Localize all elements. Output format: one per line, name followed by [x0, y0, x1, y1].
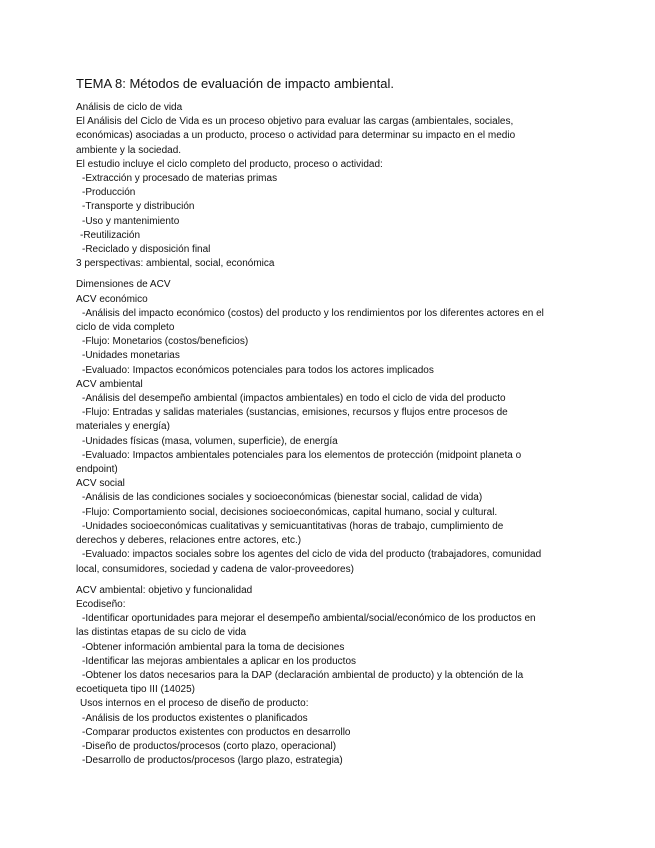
- text-line: -Obtener información ambiental para la toma de decisiones: [82, 641, 345, 653]
- text-line: -Reutilización: [80, 229, 141, 241]
- text-line: -Unidades monetarias: [82, 350, 180, 362]
- text-line: -Producción: [82, 187, 136, 199]
- text-line: -Flujo: Entradas y salidas materiales (sustancias, emisiones, recursos y flujos entre procesos de: [82, 407, 508, 419]
- text-line: local, consumidores, sociedad y cadena de valor-proveedores): [76, 563, 354, 575]
- text-line: -Flujo: Monetarios (costos/beneficios): [82, 336, 249, 348]
- text-line: ACV ambiental: objetivo y funcionalidad: [76, 584, 253, 596]
- document-body: [76, 101, 596, 768]
- text-line: -Evaluado: Impactos ambientales potenciales para los elementos de protección (midpoint planeta o: [82, 449, 522, 461]
- text-line: -Transporte y distribución: [82, 201, 195, 213]
- text-line: ACV económico: [76, 293, 148, 305]
- document-title: TEMA 8: Métodos de evaluación de impacto ambiental.: [76, 76, 394, 91]
- text-line: ACV social: [76, 478, 125, 490]
- text-line: -Reciclado y disposición final: [82, 244, 211, 256]
- text-line: Ecodiseño:: [76, 598, 126, 610]
- text-line: derechos y deberes, relaciones entre actores, etc.): [76, 535, 302, 547]
- text-line: materiales y energía): [76, 421, 170, 433]
- text-line: económicas) asociadas a un producto, proceso o actividad para determinar su impacto en el medio: [76, 130, 516, 142]
- text-line: -Obtener los datos necesarios para la DAP (declaración ambiental de producto) y la obtención de la: [82, 669, 524, 681]
- text-line: El Análisis del Ciclo de Vida es un proceso objetivo para evaluar las cargas (ambientales, sociales,: [76, 116, 514, 128]
- text-line: las distintas etapas de su ciclo de vida: [76, 627, 247, 639]
- text-line: -Evaluado: impactos sociales sobre los agentes del ciclo de vida del producto (trabajadores, comunidad: [82, 549, 542, 561]
- text-line: -Evaluado: Impactos económicos potenciales para todos los actores implicados: [82, 364, 434, 376]
- text-line: -Comparar productos existentes con productos en desarrollo: [82, 726, 351, 738]
- text-line: -Análisis del desempeño ambiental (impactos ambientales) en todo el ciclo de vida del producto: [82, 393, 506, 405]
- text-line: -Desarrollo de productos/procesos (largo plazo, estrategia): [82, 755, 343, 767]
- paragraph-gap: [76, 271, 596, 278]
- paragraph-gap: [76, 577, 596, 584]
- text-line: ambiente y la sociedad.: [76, 144, 182, 156]
- text-line: -Uso y mantenimiento: [82, 215, 180, 227]
- text-line: El estudio incluye el ciclo completo del producto, proceso o actividad:: [76, 158, 383, 170]
- text-line: Usos internos en el proceso de diseño de producto:: [80, 698, 309, 710]
- text-line: -Unidades físicas (masa, volumen, superficie), de energía: [82, 435, 338, 447]
- text-line: ecoetiqueta tipo III (14025): [76, 684, 195, 696]
- text-line: -Identificar las mejoras ambientales a aplicar en los productos: [82, 655, 357, 667]
- text-line: endpoint): [76, 464, 118, 476]
- text-line: ciclo de vida completo: [76, 322, 175, 334]
- text-line: -Análisis de las condiciones sociales y socioeconómicas (bienestar social, calidad de vida): [82, 492, 483, 504]
- text-line: -Diseño de productos/procesos (corto plazo, operacional): [82, 740, 337, 752]
- text-line: 3 perspectivas: ambiental, social, económica: [76, 258, 275, 270]
- text-line: -Unidades socioeconómicas cualitativas y semicuantitativas (horas de trabajo, cumplimiento de: [82, 520, 504, 532]
- text-line: -Identificar oportunidades para mejorar el desempeño ambiental/social/económico de los productos en: [82, 613, 536, 625]
- text-line: -Análisis de los productos existentes o planificados: [82, 712, 308, 724]
- text-line: Análisis de ciclo de vida: [76, 102, 183, 113]
- text-line: -Flujo: Comportamiento social, decisiones socioeconómicas, capital humano, social y cultural.: [82, 506, 498, 518]
- text-line: -Análisis del impacto económico (costos) del producto y los rendimientos por los diferentes actores en el: [82, 307, 544, 319]
- text-line: Dimensiones de ACV: [76, 279, 171, 291]
- text-line: ACV ambiental: [76, 378, 143, 390]
- text-line: -Extracción y procesado de materias primas: [82, 173, 278, 185]
